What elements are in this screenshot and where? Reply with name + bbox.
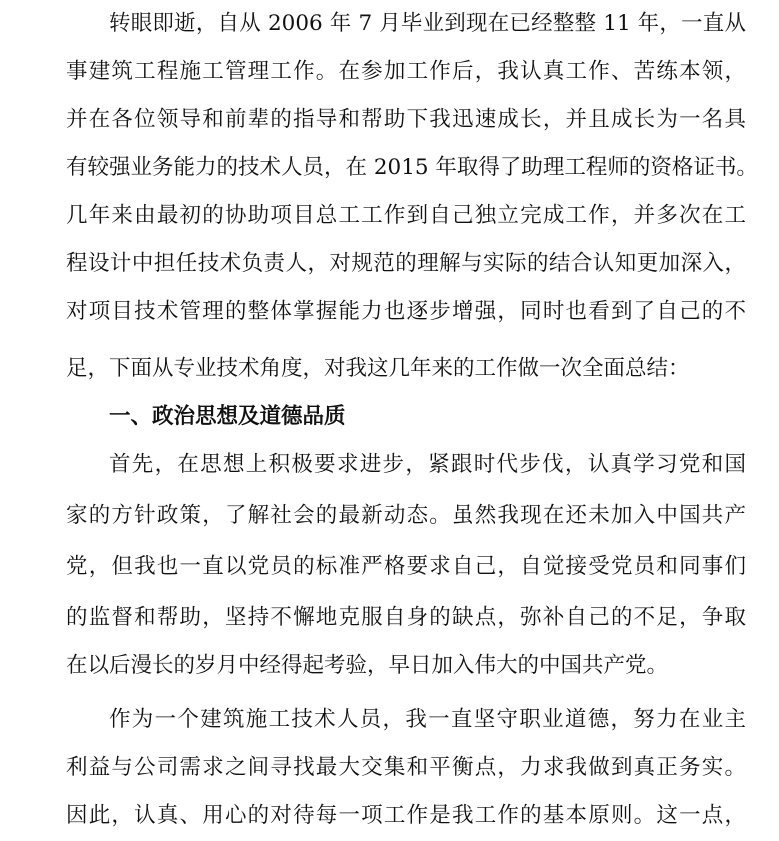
- paragraph-1-line: 对项目技术管理的整体掌握能力也逐步增强，同时也看到了自己的不: [66, 299, 746, 324]
- paragraph-1-line: 几年来由最初的协助项目总工工作到自己独立完成工作，并多次在工: [66, 203, 746, 228]
- paragraph-2-line: 首先，在思想上积极要求进步，紧跟时代步伐，认真学习党和国: [109, 452, 746, 477]
- paragraph-1-line: 并在各位领导和前辈的指导和帮助下我迅速成长，并且成长为一名具: [66, 107, 746, 132]
- paragraph-2-line: 的监督和帮助，坚持不懈地克服自身的缺点，弥补自己的不足，争取: [66, 605, 746, 630]
- paragraph-3-line: 因此，认真、用心的对待每一项工作是我工作的基本原则。这一点，: [66, 803, 746, 828]
- paragraph-1-line: 足，下面从专业技术角度，对我这几年来的工作做一次全面总结：: [66, 356, 690, 381]
- paragraph-1-line: 程设计中担任技术负责人，对规范的理解与实际的结合认知更加深入，: [66, 251, 746, 276]
- paragraph-1-line: 事建筑工程施工管理工作。在参加工作后，我认真工作、苦练本领，: [66, 59, 746, 84]
- paragraph-2-line: 党，但我也一直以党员的标准严格要求自己，自觉接受党员和同事们: [66, 554, 746, 579]
- paragraph-3-line: 利益与公司需求之间寻找最大交集和平衡点，力求我做到真正务实。: [66, 755, 746, 780]
- paragraph-1-line: 有较强业务能力的技术人员，在 2015 年取得了助理工程师的资格证书。: [66, 155, 758, 180]
- section-heading: 一、政治思想及道德品质: [109, 404, 346, 429]
- paragraph-2-line: 家的方针政策，了解社会的最新动态。虽然我现在还未加入中国共产: [66, 503, 746, 528]
- paragraph-3-line: 作为一个建筑施工技术人员，我一直坚守职业道德，努力在业主: [109, 707, 746, 732]
- paragraph-1-line: 转眼即逝，自从 2006 年 7 月毕业到现在已经整整 11 年，一直从: [109, 11, 746, 36]
- paragraph-2-line: 在以后漫长的岁月中经得起考验，早日加入伟大的中国共产党。: [66, 653, 669, 678]
